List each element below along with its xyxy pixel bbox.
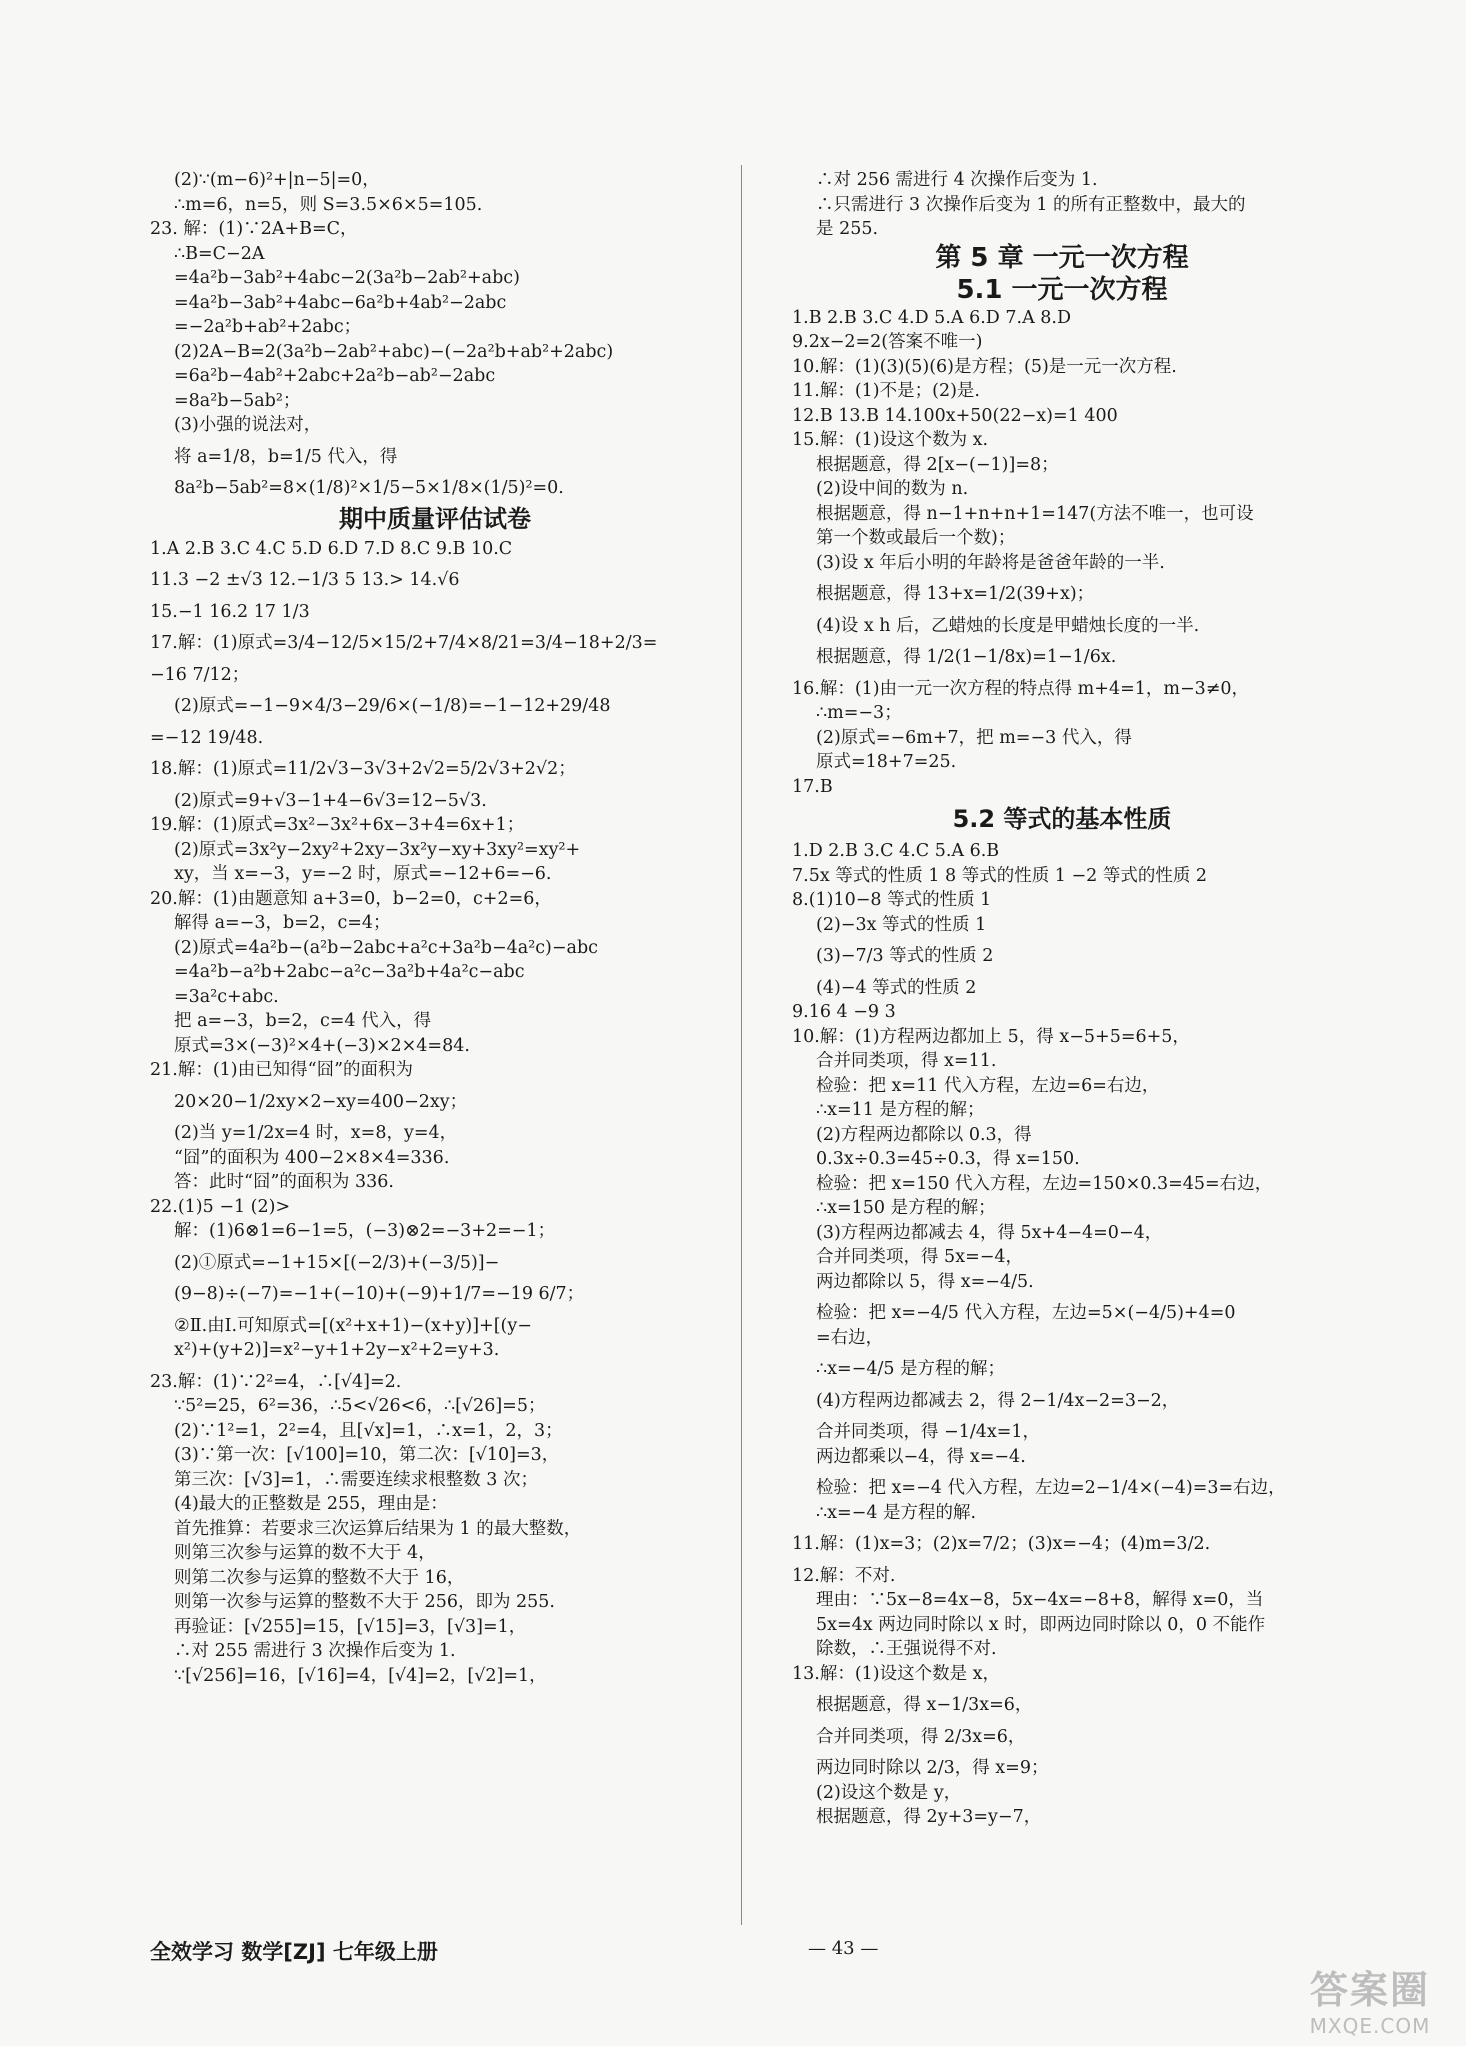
answer-line: (2)∵(m−6)²+|n−5|=0， — [174, 170, 380, 190]
answer-line: ∴x=−4/5 是方程的解； — [816, 1359, 1006, 1379]
answer-line: 则第一次参与运算的整数不大于 256，即为 255. — [174, 1592, 555, 1612]
answer-line: x²)+(y+2)]=x²−y+1+2y−x²+2=y+3. — [174, 1340, 500, 1360]
answer-line: 是 255. — [816, 219, 879, 239]
answer-line: (2)方程两边都除以 0.3，得 — [816, 1124, 1032, 1145]
answer-line: ∵5²=25，6²=36，∴5<√26<6，∴[√26]=5； — [174, 1396, 546, 1416]
answer-line: (2)原式=−1−9×4/3−29/6×(−1/8)=−1−12+29/48 — [174, 696, 611, 716]
answer-line: 合并同类项，得 2/3x=6， — [816, 1726, 1026, 1747]
answer-line: 9.16 4 −9 3 — [792, 1002, 896, 1022]
answer-line: 17.解：(1)原式=3/4−12/5×15/2+7/4×8/21=3/4−18+2/3= — [150, 633, 658, 653]
answer-line: (2)∵1²=1，2²=4，且[√x]=1，∴x=1，2，3； — [174, 1420, 563, 1441]
answer-line: 检验：把 x=−4/5 代入方程，左边=5×(−4/5)+4=0 — [816, 1303, 1236, 1323]
answer-line: ∴x=11 是方程的解； — [816, 1100, 985, 1120]
answer-line: 根据题意，得 n−1+n+n+1=147(方法不唯一，也可设 — [816, 503, 1254, 524]
answer-line: 1.B 2.B 3.C 4.D 5.A 6.D 7.A 8.D — [792, 307, 1071, 328]
page-number: — 43 — — [808, 1938, 879, 1959]
answer-line: 第三次：[√3]=1，∴需要连续求根整数 3 次； — [174, 1469, 538, 1490]
answer-line: 原式=3×(−3)²×4+(−3)×2×4=84. — [174, 1035, 470, 1056]
answer-line: ∴对 256 需进行 4 次操作后变为 1. — [816, 170, 1098, 190]
answer-line: (2)2A−B=2(3a²b−2ab²+abc)−(−2a²b+ab²+2abc) — [174, 341, 614, 362]
answer-line: 20×20−1/2xy×2−xy=400−2xy； — [174, 1091, 468, 1112]
answer-line: 19.解：(1)原式=3x²−3x²+6x−3+4=6x+1； — [150, 815, 525, 835]
answer-line: 13.解：(1)设这个数是 x， — [792, 1663, 1001, 1684]
answer-line: =右边， — [816, 1327, 884, 1348]
answer-line: 15.解：(1)设这个数为 x. — [792, 430, 989, 450]
section-heading: 5.2 等式的基本性质 — [952, 805, 1172, 833]
answer-line: ∴m=−3； — [816, 703, 902, 723]
watermark-url: MXQE.COM — [1309, 2014, 1431, 2038]
answer-line: 1.D 2.B 3.C 4.C 5.A 6.B — [792, 841, 1000, 861]
answer-line: ∴B=C−2A — [174, 243, 265, 264]
answer-line: ∴对 255 需进行 3 次操作后变为 1. — [174, 1641, 456, 1661]
left-column — [150, 168, 720, 1688]
answer-line: ∴x=150 是方程的解； — [816, 1198, 996, 1218]
answer-line: =4a²b−3ab²+4abc−2(3a²b−2ab²+abc) — [174, 268, 520, 288]
answer-line: (4)−4 等式的性质 2 — [816, 977, 977, 998]
answer-line: 把 a=−3，b=2，c=4 代入，得 — [174, 1011, 432, 1031]
answer-line: 23. 解：(1)∵2A+B=C， — [150, 219, 358, 239]
answer-line: (2)原式=−6m+7，把 m=−3 代入，得 — [816, 727, 1132, 748]
answer-line: 18.解：(1)原式=11/2√3−3√3+2√2=5/2√3+2√2； — [150, 759, 576, 779]
answer-line: (2)当 y=1/2x=4 时，x=8，y=4， — [174, 1123, 458, 1143]
answer-line: 答：此时“囧”的面积为 336. — [174, 1172, 394, 1192]
answer-line: =8a²b−5ab²； — [174, 390, 301, 411]
answer-line: xy，当 x=−3，y=−2 时，原式=−12+6=−6. — [174, 864, 552, 884]
answer-line: 则第二次参与运算的整数不大于 16， — [174, 1567, 465, 1588]
answer-line: 首先推算：若要求三次运算后结果为 1 的最大整数， — [174, 1518, 582, 1539]
answer-line: 检验：把 x=150 代入方程，左边=150×0.3=45=右边， — [816, 1173, 1273, 1194]
answer-line: 20.解：(1)由题意知 a+3=0，b−2=0，c+2=6， — [150, 888, 552, 909]
answer-line: =4a²b−3ab²+4abc−6a²b+4ab²−2abc — [174, 292, 507, 313]
answer-line: 将 a=1/8，b=1/5 代入，得 — [174, 446, 398, 467]
answer-line: 根据题意，得 13+x=1/2(39+x)； — [816, 584, 1095, 604]
answer-line: 11.3 −2 ±√3 12.−1/3 5 13.> 14.√6 — [150, 570, 460, 590]
answer-line: (4)最大的正整数是 255，理由是： — [174, 1494, 448, 1514]
answer-line: 0.3x÷0.3=45÷0.3，得 x=150. — [816, 1149, 1080, 1169]
answer-line: 两边都除以 5，得 x=−4/5. — [816, 1271, 1034, 1292]
answer-line: (3)小强的说法对， — [174, 415, 322, 435]
book-footer: 全效学习 数学[ZJ] 七年级上册 — [150, 1940, 438, 1964]
answer-line: 根据题意，得 x−1/3x=6， — [816, 1695, 1033, 1715]
answer-line: 8a²b−5ab²=8×(1/8)²×1/5−5×1/8×(1/5)²=0. — [174, 478, 564, 498]
answer-line: (2)原式=3x²y−2xy²+2xy−3x²y−xy+3xy²=xy²+ — [174, 839, 581, 860]
answer-line: 7.5x 等式的性质 1 8 等式的性质 1 −2 等式的性质 2 — [792, 865, 1208, 886]
right-column — [792, 168, 1332, 1830]
answer-line: 12.解：不对. — [792, 1565, 896, 1586]
answer-line: =6a²b−4ab²+2abc+2a²b−ab²−2abc — [174, 366, 496, 386]
answer-line: (2)①原式=−1+15×[(−2/3)+(−3/5)]− — [174, 1252, 500, 1273]
answer-line: 合并同类项，得 5x=−4， — [816, 1247, 1024, 1267]
answer-line: (9−8)÷(−7)=−1+(−10)+(−9)+1/7=−19 6/7； — [174, 1284, 585, 1304]
answer-line: 检验：把 x=−4 代入方程，左边=2−1/4×(−4)=3=右边， — [816, 1478, 1286, 1498]
answer-line: 9.2x−2=2(答案不唯一) — [792, 332, 983, 352]
answer-line: “囧”的面积为 400−2×8×4=336. — [174, 1147, 450, 1168]
answer-line: 15.−1 16.2 17 1/3 — [150, 601, 310, 622]
answer-line: 合并同类项，得 −1/4x=1， — [816, 1422, 1041, 1442]
answer-line: 16.解：(1)由一元一次方程的特点得 m+4=1，m−3≠0， — [792, 678, 1250, 699]
answer-line: (4)设 x h 后，乙蜡烛的长度是甲蜡烛长度的一半. — [816, 615, 1200, 636]
answer-line: (3)方程两边都减去 4，得 5x+4−4=0−4， — [816, 1222, 1163, 1243]
answer-line: 则第三次参与运算的数不大于 4， — [174, 1543, 436, 1563]
answer-line: 12.B 13.B 14.100x+50(22−x)=1 400 — [792, 405, 1118, 426]
answer-line: 10.解：(1)(3)(5)(6)是方程；(5)是一元一次方程. — [792, 356, 1177, 377]
answer-line: ∵[√256]=16，[√16]=4，[√4]=2，[√2]=1， — [174, 1665, 547, 1686]
answer-line: 合并同类项，得 x=11. — [816, 1051, 997, 1071]
section-heading: 期中质量评估试卷 — [339, 504, 531, 533]
answer-line: 原式=18+7=25. — [816, 752, 957, 772]
answer-line: 再验证：[√255]=15，[√15]=3，[√3]=1， — [174, 1616, 527, 1637]
answer-line: (2)原式=4a²b−(a²b−2abc+a²c+3a²b−4a²c)−abc — [174, 937, 598, 958]
answer-line: 11.解：(1)x=3；(2)x=7/2；(3)x=−4；(4)m=3/2. — [792, 1534, 1211, 1554]
answer-line: 根据题意，得 1/2(1−1/8x)=1−1/6x. — [816, 647, 1117, 667]
answer-line: 两边都乘以−4，得 x=−4. — [816, 1446, 1026, 1467]
answer-line: (4)方程两边都减去 2，得 2−1/4x−2=3−2， — [816, 1390, 1180, 1411]
answer-line: 17.B — [792, 776, 833, 797]
answer-line: =−2a²b+ab²+2abc； — [174, 317, 362, 337]
answer-line: (3)−7/3 等式的性质 2 — [816, 946, 994, 966]
answer-line: 10.解：(1)方程两边都加上 5，得 x−5+5=6+5， — [792, 1026, 1190, 1047]
answer-line: 根据题意，得 2y+3=y−7， — [816, 1807, 1042, 1827]
answer-line: 1.A 2.B 3.C 4.C 5.D 6.D 7.D 8.C 9.B 10.C — [150, 538, 513, 559]
section-heading: 5.1 一元一次方程 — [956, 274, 1168, 305]
answer-line: 除数，∴王强说得不对. — [816, 1639, 997, 1659]
answer-line: (2)设中间的数为 n. — [816, 479, 969, 499]
column-divider — [741, 165, 742, 1925]
answer-line: =−12 19/48. — [150, 727, 264, 748]
answer-line: =3a²c+abc. — [174, 986, 279, 1007]
answer-line: ∴m=6，n=5，则 S=3.5×6×5=105. — [174, 194, 483, 215]
answer-line: 第一个数或最后一个数)； — [816, 528, 1016, 548]
answer-line: 理由：∵5x−8=4x−8，5x−4x=−8+8，解得 x=0，当 — [816, 1590, 1264, 1610]
answer-line: 5x=4x 两边同时除以 x 时，即两边同时除以 0，0 不能作 — [816, 1614, 1266, 1635]
answer-line: 21.解：(1)由已知得“囧”的面积为 — [150, 1060, 414, 1080]
answer-line: 检验：把 x=11 代入方程，左边=6=右边， — [816, 1075, 1160, 1096]
answer-line: 两边同时除以 2/3，得 x=9； — [816, 1758, 1049, 1778]
answer-line: 解：(1)6⊗1=6−1=5，(−3)⊗2=−3+2=−1； — [174, 1221, 556, 1241]
answer-line: 根据题意，得 2[x−(−1)]=8； — [816, 454, 1059, 475]
answer-line: (2)设这个数是 y， — [816, 1782, 962, 1803]
answer-line: 解得 a=−3，b=2，c=4； — [174, 913, 391, 933]
answer-line: 23.解：(1)∵2²=4，∴[√4]=2. — [150, 1371, 402, 1392]
watermark-logo: 答案圈 — [1309, 1968, 1430, 2012]
answer-line: =4a²b−a²b+2abc−a²c−3a²b+4a²c−abc — [174, 962, 525, 982]
answer-line: (3)设 x 年后小明的年龄将是爸爸年龄的一半. — [816, 552, 1165, 573]
answer-line: 11.解：(1)不是；(2)是. — [792, 381, 980, 401]
watermark — [1290, 1959, 1450, 2038]
answer-line: ∴只需进行 3 次操作后变为 1 的所有正整数中，最大的 — [816, 194, 1246, 215]
answer-line: −16 7/12； — [150, 664, 250, 685]
section-heading: 第 5 章 一元一次方程 — [935, 242, 1189, 273]
answer-line: ②Ⅱ.由Ⅰ.可知原式=[(x²+x+1)−(x+y)]+[(y− — [174, 1315, 532, 1336]
answer-line: 8.(1)10−8 等式的性质 1 — [792, 890, 992, 910]
answer-line: ∴x=−4 是方程的解. — [816, 1502, 977, 1523]
answer-line: 22.(1)5 −1 (2)> — [150, 1196, 291, 1217]
answer-line: (2)原式=9+√3−1+4−6√3=12−5√3. — [174, 790, 487, 811]
answer-line: (2)−3x 等式的性质 1 — [816, 914, 987, 935]
answer-line: (3)∵第一次：[√100]=10，第二次：[√10]=3， — [174, 1445, 560, 1465]
